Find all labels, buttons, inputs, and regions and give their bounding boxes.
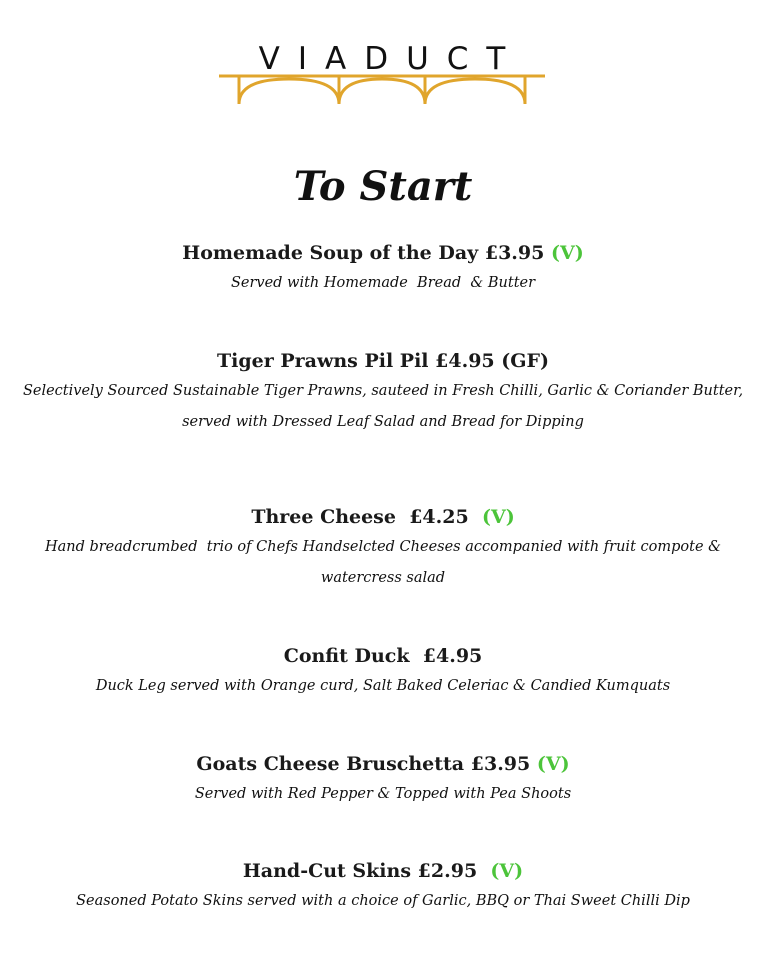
menu-item-description bbox=[0, 779, 766, 810]
menu-item-description bbox=[0, 532, 766, 594]
description-line: Duck Leg served with Orange curd, Salt Baked Celeriac & Candied Kumquats bbox=[95, 678, 671, 694]
vegetarian-badge: (V) bbox=[536, 753, 570, 775]
vegetarian-badge: (V) bbox=[483, 860, 524, 882]
description-line: watercress salad bbox=[320, 570, 446, 586]
menu-item-title bbox=[0, 348, 766, 374]
vegetarian-badge: (V) bbox=[475, 506, 515, 528]
menu-item-price: £3.95 bbox=[470, 753, 531, 775]
description-line: Selectively Sourced Sustainable Tiger Prawns, sauteed in Fresh Chilli, Garlic & Coriander Butter, bbox=[22, 383, 744, 399]
description-line: Served with Red Pepper & Topped with Pea Shoots bbox=[194, 786, 572, 802]
menu-item-price: £4.95 bbox=[416, 645, 483, 667]
menu-item bbox=[0, 858, 766, 917]
menu-item bbox=[0, 751, 766, 810]
menu-item bbox=[0, 643, 766, 702]
menu-item bbox=[0, 504, 766, 594]
menu-item-title bbox=[0, 504, 766, 530]
description-line: Hand breadcrumbed trio of Chefs Handselcted Cheeses accompanied with fruit compote & bbox=[44, 539, 722, 555]
menu-item bbox=[0, 348, 766, 438]
menu-item-title bbox=[0, 240, 766, 266]
menu-item-description bbox=[0, 886, 766, 917]
menu-item-price: £4.25 bbox=[402, 506, 469, 528]
menu-item-title bbox=[0, 751, 766, 777]
menu-item-price: £3.95 bbox=[484, 242, 545, 264]
menu-item-description bbox=[0, 671, 766, 702]
menu-item-price: £2.95 bbox=[417, 860, 478, 882]
menu-item-name: Hand-Cut Skins bbox=[242, 860, 412, 882]
bridge-arches-icon bbox=[217, 70, 547, 106]
description-line: Served with Homemade Bread & Butter bbox=[230, 275, 536, 291]
menu-item-price: £4.95 bbox=[435, 350, 495, 372]
gluten-free-badge: (GF) bbox=[501, 350, 549, 372]
logo-wordmark: VIADUCT bbox=[258, 41, 524, 77]
menu-item-name: Goats Cheese Bruschetta bbox=[196, 753, 465, 775]
menu-item-description bbox=[0, 268, 766, 299]
menu-item-name: Tiger Prawns Pil Pil bbox=[217, 350, 429, 372]
description-line: served with Dressed Leaf Salad and Bread for Dipping bbox=[182, 414, 584, 430]
section-title: To Start bbox=[293, 163, 473, 210]
description-line: Seasoned Potato Skins served with a choice of Garlic, BBQ or Thai Sweet Chilli Dip bbox=[76, 893, 690, 909]
menu-item-title bbox=[0, 858, 766, 884]
menu-item-title bbox=[0, 643, 766, 669]
menu-item-name: Homemade Soup of the Day bbox=[182, 242, 479, 264]
menu-item-name: Confit Duck bbox=[283, 645, 410, 667]
vegetarian-badge: (V) bbox=[550, 242, 584, 264]
menu-item-name: Three Cheese bbox=[251, 506, 396, 528]
menu-item-description bbox=[0, 376, 766, 438]
menu-item bbox=[0, 240, 766, 299]
viaduct-logo bbox=[217, 42, 547, 106]
